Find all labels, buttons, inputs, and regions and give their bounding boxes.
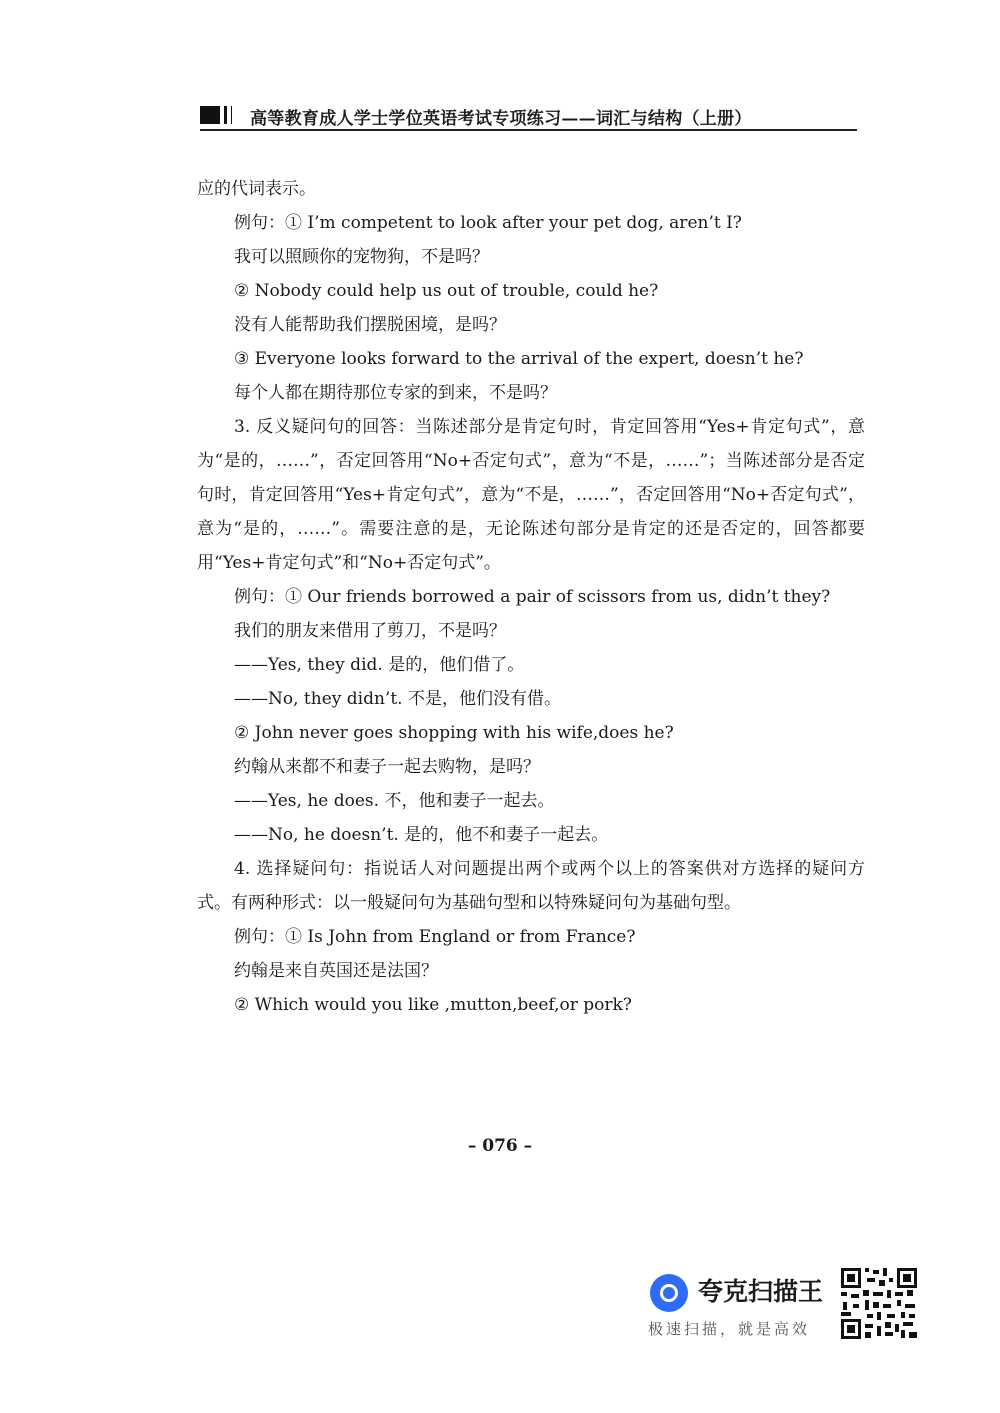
example-line: ② John never goes shopping with his wife,does he?	[234, 723, 674, 743]
scanner-slogan: 极速扫描，就是高效	[648, 1320, 811, 1338]
qr-code-icon	[839, 1266, 919, 1341]
translation-line: 没有人能帮助我们摆脱困境，是吗？	[234, 315, 506, 335]
scanner-logo-icon	[650, 1274, 688, 1312]
translation-line: 我们的朋友来借用了剪刀，不是吗？	[234, 621, 506, 641]
header-bar-mark	[200, 106, 232, 124]
scanner-watermark	[648, 1266, 928, 1346]
section-3-paragraph: 3. 反义疑问句的回答：当陈述部分是肯定句时，肯定回答用“Yes+肯定句式”，意为“是的，……”，否定回答用“No+否定句式”，意为“不是，……”；当陈述部分是否定句时，肯定回答用“Yes+肯定句式”，意为“不是，……”，否定回答用“No+否定句式”，意为“是的，……”。需要注意的是，无论陈述句部分是肯定的还是否定的，回答都要用“Yes+肯定句式”和“No+否定句式”。	[197, 417, 865, 573]
translation-line: 我可以照顾你的宠物狗，不是吗？	[234, 247, 489, 267]
example-line: ② Which would you like ,mutton,beef,or pork?	[234, 995, 632, 1015]
example-line: ③ Everyone looks forward to the arrival of the expert, doesn’t he?	[234, 349, 804, 369]
example-line: ② Nobody could help us out of trouble, could he?	[234, 281, 659, 301]
example-line: 例句：① Our friends borrowed a pair of scissors from us, didn’t they?	[234, 587, 831, 607]
section-4-paragraph: 4. 选择疑问句：指说话人对问题提出两个或两个以上的答案供对方选择的疑问方式。有两种形式：以一般疑问句为基础句型和以特殊疑问句为基础句型。	[197, 859, 865, 913]
translation-line: 约翰从来都不和妻子一起去购物，是吗？	[234, 757, 540, 777]
answer-line: ——No, he doesn’t. 是的，他不和妻子一起去。	[234, 825, 609, 845]
answer-line: ——Yes, he does. 不，他和妻子一起去。	[234, 791, 555, 811]
answer-line: ——No, they didn’t. 不是，他们没有借。	[234, 689, 561, 709]
header-rule	[200, 129, 857, 131]
scanner-app-name: 夸克扫描王	[698, 1277, 824, 1306]
example-line: 例句：① I’m competent to look after your pet dog, aren’t I?	[234, 213, 742, 233]
page-number: – 076 –	[467, 1136, 533, 1156]
page-body	[197, 172, 865, 1022]
translation-line: 每个人都在期待那位专家的到来，不是吗？	[234, 383, 557, 403]
page-header	[200, 100, 857, 132]
header-title: 高等教育成人学士学位英语考试专项练习——词汇与结构（上册）	[250, 109, 752, 129]
answer-line: ——Yes, they did. 是的，他们借了。	[234, 655, 525, 675]
text-line: 应的代词表示。	[197, 179, 316, 199]
example-line: 例句：① Is John from England or from France?	[234, 927, 636, 947]
translation-line: 约翰是来自英国还是法国？	[234, 961, 438, 981]
